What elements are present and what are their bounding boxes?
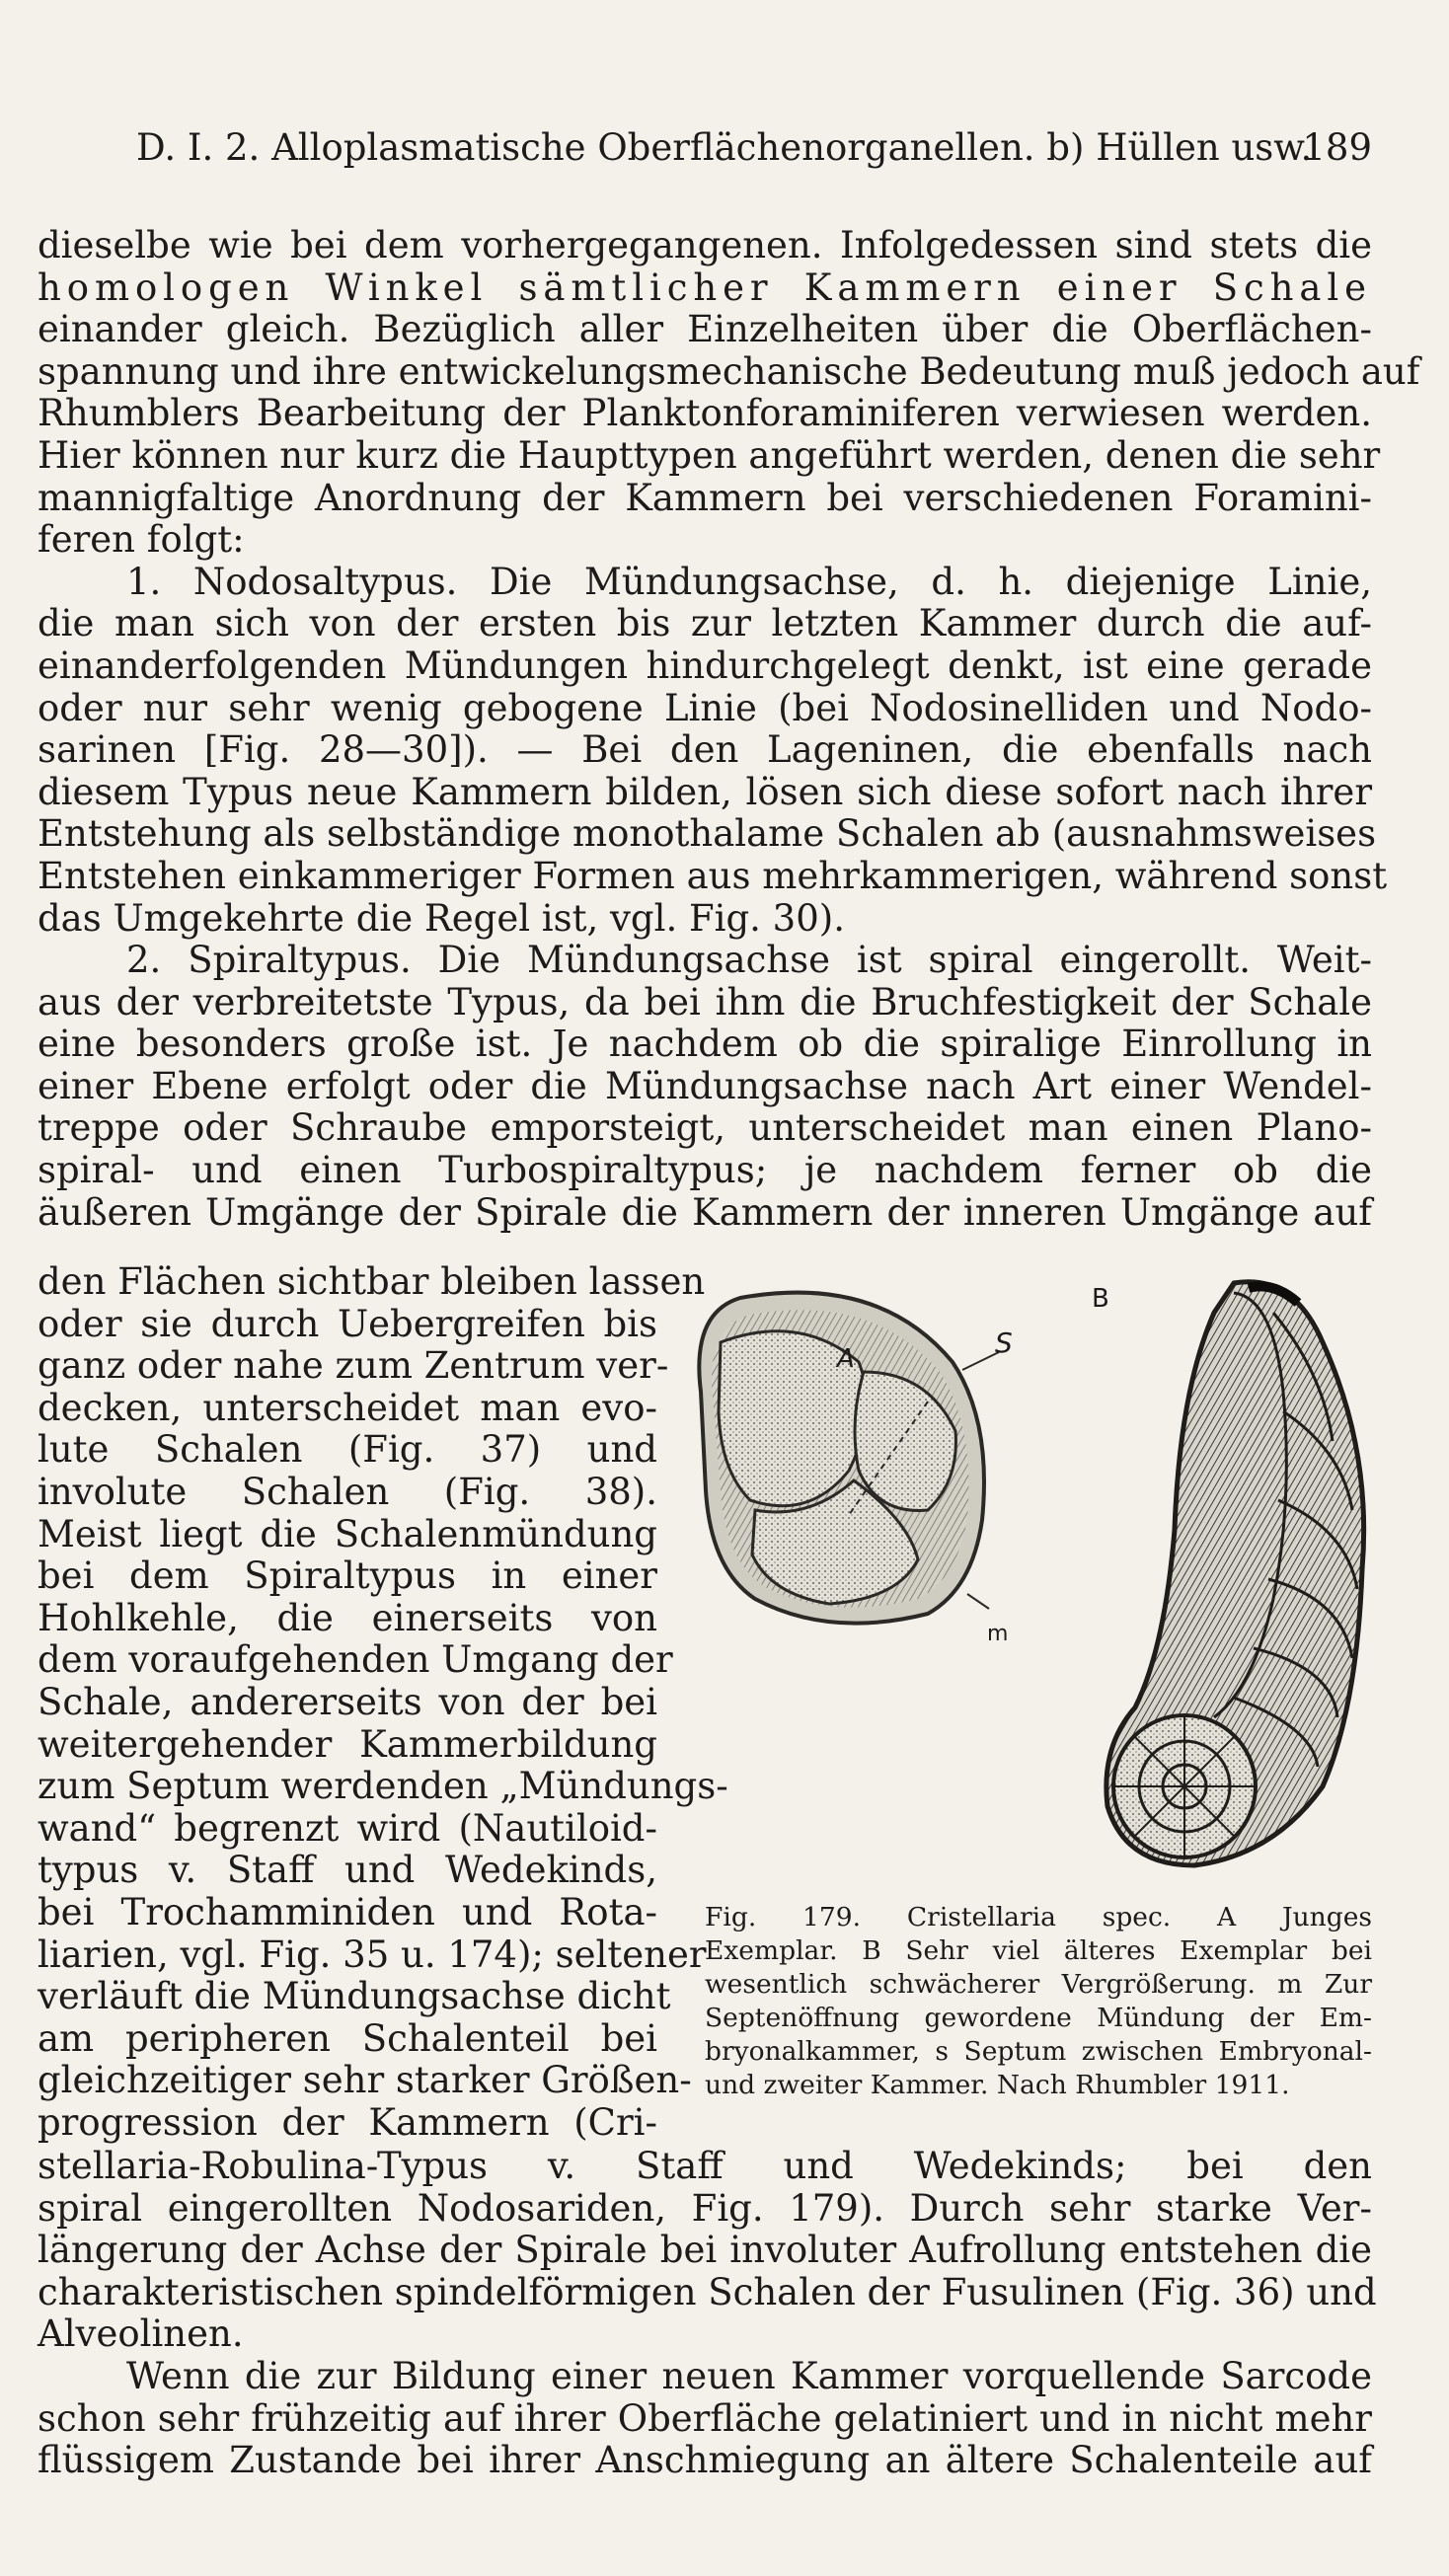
text-line: bei Trochamminiden und Rota- <box>38 1890 657 1933</box>
text-line: ganz oder nahe zum Zentrum ver- <box>38 1344 669 1388</box>
text-line: progression der Kammern (Cri- <box>38 2100 657 2144</box>
text-line: dem voraufgehenden Umgang der <box>38 1638 673 1682</box>
text-line: sarinen [Fig. 28—30]). — Bei den Lageninen, die ebenfalls nach <box>38 728 1372 772</box>
figure-label-a: A <box>837 1344 855 1374</box>
text-line: Hohlkehle, die einerseits von <box>38 1596 657 1639</box>
figure-label-b: B <box>1092 1284 1109 1314</box>
text-line: weitergehender Kammerbildung <box>38 1722 657 1766</box>
caption-line: bryonalkammer, s Septum zwischen Embryonal- <box>705 2036 1372 2067</box>
text-line: längerung der Achse der Spirale bei involuter Aufrollung entstehen die <box>38 2229 1372 2272</box>
text-line: einanderfolgenden Mündungen hindurchgelegt denkt, ist eine gerade <box>38 644 1372 687</box>
caption-line: Septenöffnung gewordene Mündung der Em- <box>705 2003 1372 2033</box>
text-line: spannung und ihre entwickelungsmechanische Bedeutung muß jedoch auf <box>38 349 1420 393</box>
text-line: diesem Typus neue Kammern bilden, lösen sich diese sofort nach ihrer <box>38 770 1372 813</box>
text-line: einander gleich. Bezüglich aller Einzelheiten über die Oberflächen- <box>38 308 1372 351</box>
text-line: bei dem Spiraltypus in einer <box>38 1554 657 1598</box>
text-line: typus v. Staff und Wedekinds, <box>38 1849 657 1892</box>
text-line: treppe oder Schraube emporsteigt, unterscheidet man einen Plano- <box>38 1106 1372 1150</box>
text-line: verläuft die Mündungsachse dicht <box>38 1975 671 2018</box>
text-line: mannigfaltige Anordnung der Kammern bei verschiedenen Foramini- <box>38 476 1372 519</box>
text-line: Entstehen einkammeriger Formen aus mehrkammerigen, während sonst <box>38 854 1388 897</box>
text-line: Schale, andererseits von der bei <box>38 1680 657 1723</box>
text-line: liarien, vgl. Fig. 35 u. 174); seltener <box>38 1932 707 1976</box>
text-line: Hier können nur kurz die Haupttypen angeführt werden, denen die sehr <box>38 433 1381 477</box>
text-line: spiral- und einen Turbospiraltypus; je nachdem ferner ob die <box>38 1149 1372 1192</box>
body-text-top <box>38 224 1420 1234</box>
caption-line: Exemplar. B Sehr viel älteres Exemplar bei <box>705 1935 1372 1966</box>
caption-line: wesentlich schwächerer Vergrößerung. m Zur <box>705 1969 1372 2000</box>
figure-label-s: S <box>995 1326 1013 1359</box>
body-text-column <box>38 1260 728 2144</box>
body-text-bottom <box>38 2145 1377 2482</box>
caption-line: Fig. 179. Cristellaria spec. A Junges <box>705 1902 1372 1932</box>
text-line: den Flächen sichtbar bleiben lassen <box>38 1260 706 1303</box>
text-line: die man sich von der ersten bis zur letzten Kammer durch die auf- <box>38 602 1372 645</box>
text-line: das Umgekehrte die Regel ist, vgl. Fig. 30). <box>38 896 845 940</box>
text-line: schon sehr frühzeitig auf ihrer Oberfläche gelatiniert und in nicht mehr <box>38 2396 1372 2440</box>
specimen-a <box>699 1293 999 1624</box>
text-line: decken, unterscheidet man evo- <box>38 1386 657 1429</box>
running-title: D. I. 2. Alloplasmatische Oberflächenorganellen. b) Hüllen usw. <box>136 126 1313 169</box>
text-line: charakteristischen spindelförmigen Schalen der Fusulinen (Fig. 36) und <box>38 2270 1377 2313</box>
text-line: lute Schalen (Fig. 37) und <box>38 1428 657 1472</box>
caption-line: und zweiter Kammer. Nach Rhumbler 1911. <box>705 2070 1290 2100</box>
figure-179 <box>681 1273 1392 1885</box>
figure-caption <box>705 1901 1372 2102</box>
text-line: äußeren Umgänge der Spirale die Kammern der inneren Umgänge auf <box>38 1190 1372 1234</box>
text-line: 2. Spiraltypus. Die Mündungsachse ist spiral eingerollt. Weit- <box>126 939 1372 982</box>
text-line: 1. Nodosaltypus. Die Mündungsachse, d. h. diejenige Linie, <box>126 560 1372 603</box>
text-line: wand“ begrenzt wird (Nautiloid- <box>38 1806 657 1850</box>
text-line: dieselbe wie bei dem vorhergegangenen. Infolgedessen sind stets die <box>38 224 1372 266</box>
text-line: feren folgt: <box>38 518 245 562</box>
text-line: eine besonders große ist. Je nachdem ob die spiralige Einrollung in <box>38 1023 1372 1066</box>
text-line: aus der verbreitetste Typus, da bei ihm die Bruchfestigkeit der Schale <box>38 980 1372 1023</box>
text-line: am peripheren Schalenteil bei <box>38 2016 657 2060</box>
text-line: oder sie durch Uebergreifen bis <box>38 1302 657 1345</box>
text-line: Entstehung als selbständige monothalame Schalen ab (ausnahmsweises <box>38 812 1377 856</box>
text-line: Wenn die zur Bildung einer neuen Kammer vorquellende Sarcode <box>126 2354 1372 2397</box>
text-line: oder nur sehr wenig gebogene Linie (bei Nodosinelliden und Nodo- <box>38 686 1372 729</box>
figure-illustration <box>681 1273 1392 1885</box>
text-line: Meist liegt die Schalenmündung <box>38 1512 657 1555</box>
text-line: zum Septum werdenden „Mündungs- <box>38 1765 728 1808</box>
text-line: stellaria-Robulina-Typus v. Staff und Wedekinds; bei den <box>38 2145 1372 2187</box>
text-line: Alveolinen. <box>38 2312 244 2356</box>
text-line: Rhumblers Bearbeitung der Planktonforaminiferen verwiesen werden. <box>38 392 1372 435</box>
running-header <box>136 124 1372 172</box>
text-line: homologen Winkel sämtlicher Kammern einer Schale <box>38 265 1372 309</box>
text-line: involute Schalen (Fig. 38). <box>38 1470 657 1513</box>
page-number: 189 <box>1302 126 1372 169</box>
text-line: flüssigem Zustande bei ihrer Anschmiegung an ältere Schalenteile auf <box>38 2439 1372 2482</box>
text-line: einer Ebene erfolgt oder die Mündungsachse nach Art einer Wendel- <box>38 1064 1372 1107</box>
text-line: spiral eingerollten Nodosariden, Fig. 179). Durch sehr starke Ver- <box>38 2186 1372 2230</box>
text-line: gleichzeitiger sehr starker Größen- <box>38 2059 692 2102</box>
specimen-b <box>1106 1282 1364 1865</box>
figure-label-m: m <box>987 1622 1009 1646</box>
